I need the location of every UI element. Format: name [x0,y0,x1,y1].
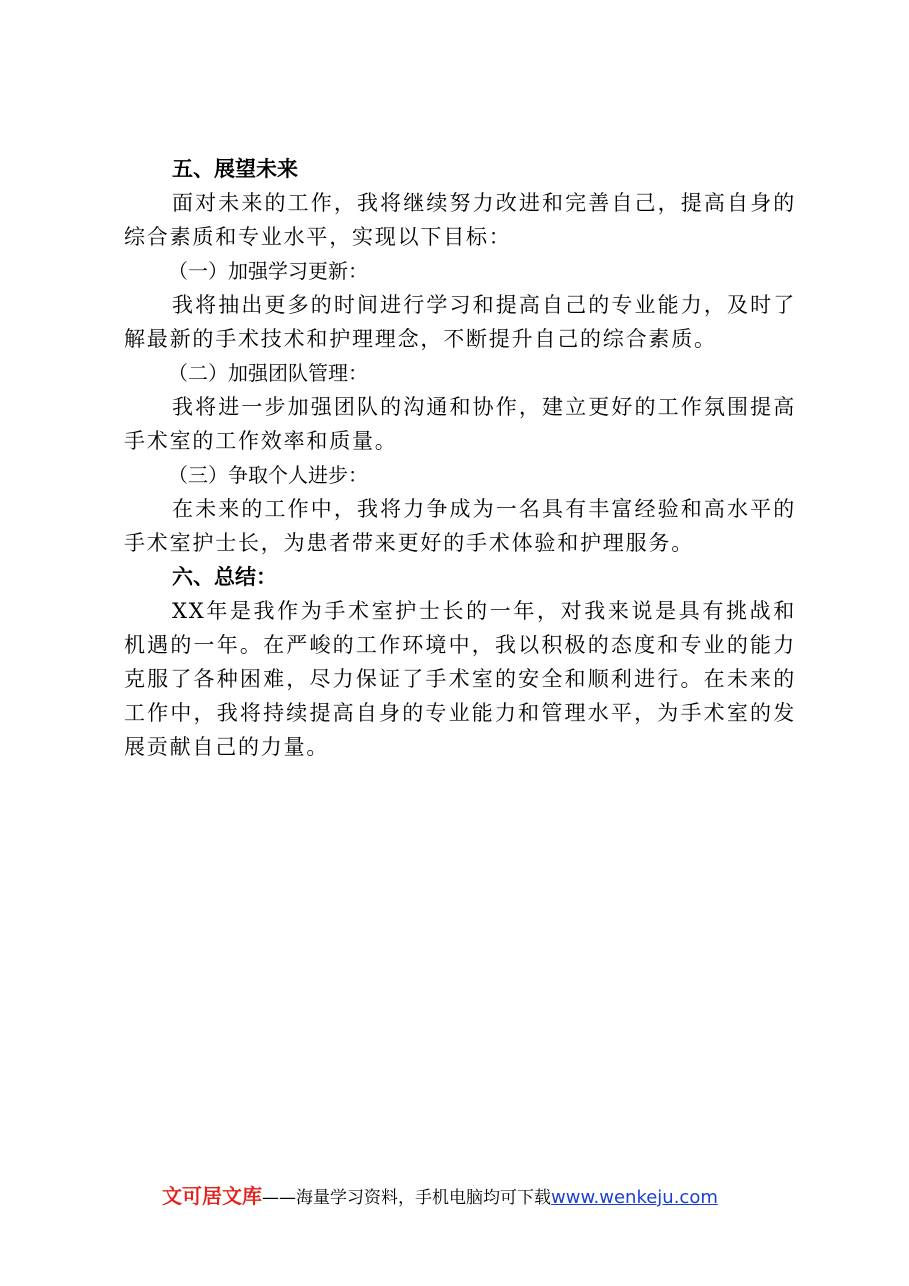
section-heading-outlook: 五、展望未来 [172,157,298,181]
summary-paragraph: XX年是我作为手术室护士长的一年，对我来说是具有挑战和机遇的一年。在严峻的工作环境中，我以积极的态度和专业的能力克服了各种困难，尽力保证了手术室的安全和顺利进行。在未来的工作中，我将持续提高自身的专业能力和管理水平，为手术室的发展贡献自己的力量。 [124,599,796,759]
footer-brand: 文可居文库 [162,1184,262,1208]
footer-website-link[interactable]: www.wenkeju.com [551,1187,718,1208]
subheading-progress: （三）争取个人进步： [168,463,368,487]
footer-tagline: ——海量学习资料，手机电脑均可下载 [262,1188,551,1208]
team-paragraph: 我将进一步加强团队的沟通和协作，建立更好的工作氛围提高手术室的工作效率和质量。 [124,395,796,453]
outlook-intro-paragraph: 面对未来的工作，我将继续努力改进和完善自己，提高自身的综合素质和专业水平，实现以下目标： [124,191,796,249]
subheading-learning: （一）加强学习更新： [168,259,368,283]
learning-paragraph: 我将抽出更多的时间进行学习和提高自己的专业能力，及时了解最新的手术技术和护理理念，不断提升自己的综合素质。 [124,293,796,351]
page-footer [162,1182,718,1212]
progress-paragraph: 在未来的工作中，我将力争成为一名具有丰富经验和高水平的手术室护士长，为患者带来更好的手术体验和护理服务。 [124,497,796,555]
section-heading-summary: 六、总结： [172,565,277,589]
subheading-team: （二）加强团队管理： [168,361,368,385]
document-body [124,152,796,764]
